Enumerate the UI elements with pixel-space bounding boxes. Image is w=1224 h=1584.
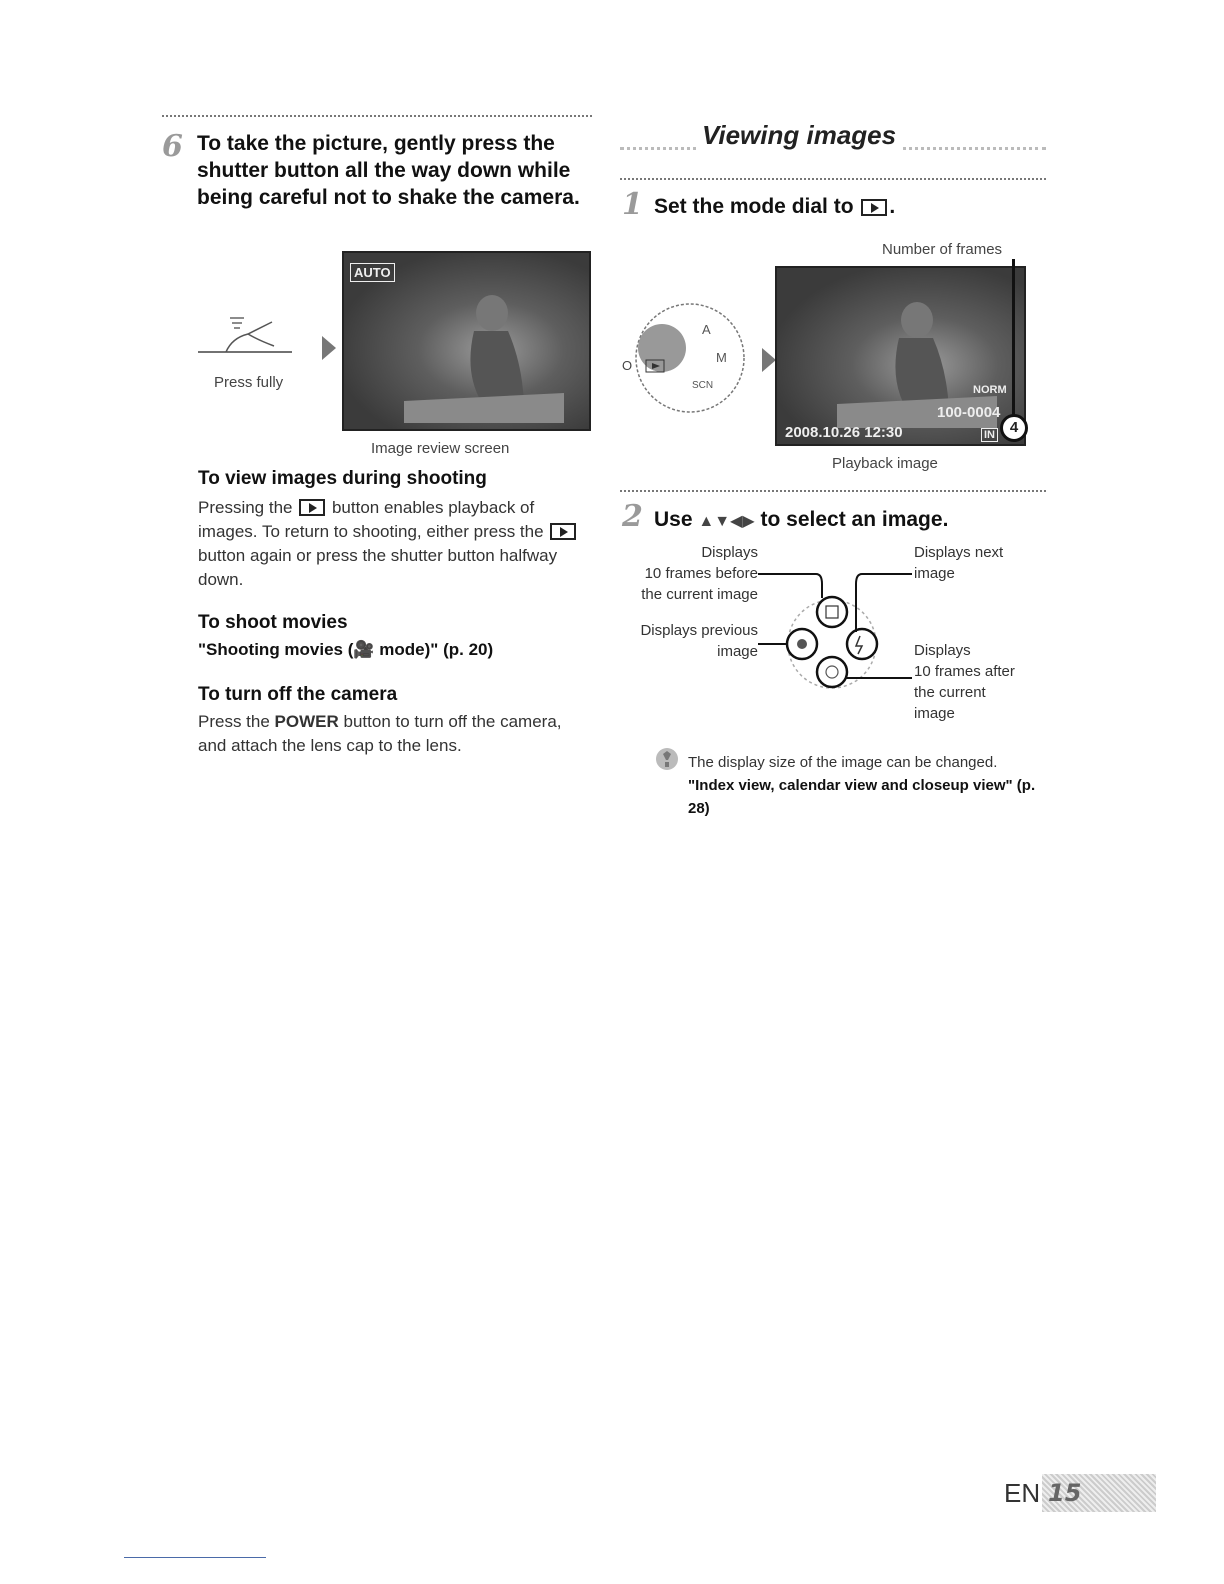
label-next-line2: image	[914, 565, 955, 582]
down-button-icon	[817, 657, 847, 687]
section-rule	[620, 178, 1046, 180]
label-10-before	[616, 542, 758, 605]
label-10-before-line3: the current image	[641, 586, 758, 603]
step1-heading-end: .	[889, 195, 896, 218]
playback-button-icon	[299, 499, 325, 516]
frame-count-leader-line	[1012, 259, 1015, 415]
photo-subject-figure	[404, 283, 564, 423]
label-10-after-line3: the current	[914, 684, 986, 701]
playback-mode-icon	[861, 199, 887, 216]
label-10-after-line2: 10 frames after	[914, 663, 1015, 680]
note-reference: "Index view, calendar view and closeup view" (p. 28)	[688, 777, 1036, 817]
press-fully-illustration	[196, 312, 296, 362]
label-10-before-line1: Displays	[701, 544, 758, 561]
left-button-icon	[787, 629, 817, 659]
view-during-text-3: button again or press the shutter button halfway down.	[198, 546, 558, 589]
step1-heading-text: Set the mode dial to	[654, 195, 854, 218]
page-number: 15	[1042, 1474, 1156, 1512]
playback-button-icon	[550, 523, 576, 540]
view-during-text-1: Pressing the	[198, 498, 293, 517]
right-button-icon	[847, 629, 877, 659]
playback-image-screen	[775, 266, 1026, 446]
file-number: 100-0004	[937, 404, 1001, 421]
image-review-screen	[342, 251, 591, 431]
step2-heading-rest: to select an image.	[760, 508, 949, 531]
svg-text:SCN: SCN	[692, 380, 714, 391]
label-next-line1: Displays next	[914, 544, 1004, 561]
page-footer	[1004, 1474, 1156, 1514]
number-of-frames-label: Number of frames	[882, 241, 1003, 258]
label-next	[914, 542, 1003, 584]
language-code: EN	[1004, 1478, 1041, 1508]
step2-heading	[654, 506, 948, 535]
frame-count-marker	[1000, 414, 1028, 442]
internal-memory-indicator: IN	[981, 428, 998, 442]
section-title: Viewing images	[696, 120, 902, 151]
image-review-caption: Image review screen	[371, 440, 510, 457]
step1-heading	[654, 193, 895, 220]
turn-off-text-2: button to turn off the camera, and attach the lens cap to the lens.	[198, 712, 562, 755]
label-previous	[610, 620, 758, 662]
note-text	[688, 751, 1038, 820]
playback-image-caption: Playback image	[832, 455, 938, 472]
label-previous-line2: image	[717, 643, 758, 660]
arrow-right-icon	[322, 336, 336, 360]
bottom-rule	[124, 1557, 266, 1558]
step-number-1: 1	[622, 187, 643, 222]
date-time: 2008.10.26 12:30	[785, 424, 903, 441]
arrow-pad-diagram	[756, 560, 916, 694]
power-button-label: POWER	[274, 712, 339, 731]
quality-indicator: NORM	[973, 384, 1007, 396]
turn-off-text-1: Press the	[198, 712, 270, 731]
view-during-heading: To view images during shooting	[198, 468, 487, 489]
step2-heading-use: Use	[654, 508, 693, 531]
press-fully-label: Press fully	[214, 374, 284, 391]
step6-heading: To take the picture, gently press the shutter button all the way down while being careful not to shake the camera.	[197, 132, 580, 209]
label-10-after	[914, 640, 1015, 724]
hint-icon	[654, 746, 680, 772]
label-10-before-line2: 10 frames before	[644, 565, 758, 582]
arrow-right-icon	[762, 348, 776, 372]
svg-text:M: M	[716, 350, 727, 365]
view-during-text	[198, 496, 593, 592]
step-number-2: 2	[622, 499, 643, 534]
top-rule-left	[162, 115, 592, 117]
shoot-movies-heading: To shoot movies	[198, 612, 348, 633]
label-previous-line1: Displays previous	[640, 622, 758, 639]
turn-off-text	[198, 710, 593, 758]
label-10-after-line4: image	[914, 705, 955, 722]
turn-off-heading: To turn off the camera	[198, 684, 398, 705]
auto-mode-indicator: AUTO	[350, 263, 395, 282]
mode-dial-illustration	[618, 300, 748, 420]
label-10-after-line1: Displays	[914, 642, 971, 659]
step2-rule	[620, 490, 1046, 492]
up-button-icon	[817, 597, 847, 627]
view-during-text-2: button enables playback of images. To return to shooting, either press the	[198, 498, 544, 541]
svg-text:O: O	[622, 358, 633, 373]
frame-count-value: 4	[1009, 419, 1019, 436]
shoot-movies-ref: "Shooting movies (🎥 mode)" (p. 20)	[198, 640, 494, 659]
note-plain: The display size of the image can be changed.	[688, 754, 998, 771]
arrow-keys-symbols: ▲▼◀▶	[698, 513, 755, 530]
svg-text:A: A	[702, 322, 711, 337]
step-number-6: 6	[162, 129, 183, 164]
